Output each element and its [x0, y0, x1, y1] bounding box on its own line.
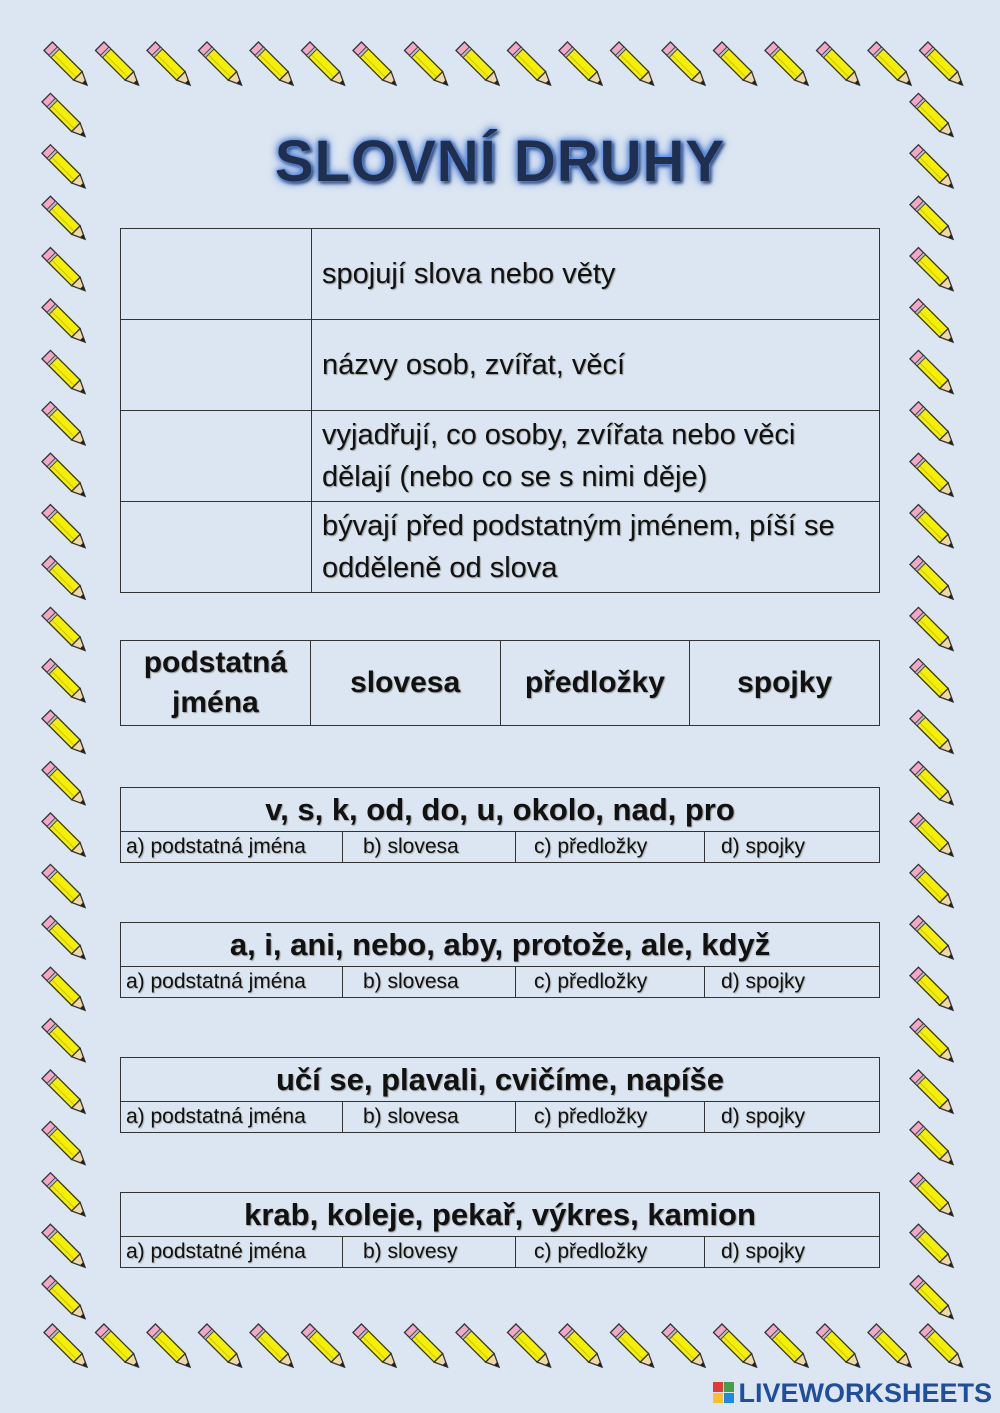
pencil-icon [910, 350, 957, 397]
pencil-icon [610, 1324, 657, 1371]
draggable-category[interactable]: spojky [690, 641, 880, 726]
draggable-category[interactable]: podstatná jména [121, 641, 311, 726]
pencil-icon [42, 813, 89, 860]
option-c[interactable]: c) předložky [516, 1102, 705, 1133]
pencil-icon [559, 1324, 606, 1371]
pencil-icon [353, 1324, 400, 1371]
option-a[interactable]: a) podstatné jména [121, 1237, 343, 1268]
draggable-category[interactable]: slovesa [310, 641, 500, 726]
pencil-icon [910, 505, 957, 552]
definition-row [121, 229, 880, 320]
pencil-icon [713, 42, 760, 89]
pencil-icon [42, 1173, 89, 1220]
logo-icon [713, 1382, 735, 1404]
pencil-icon [42, 248, 89, 295]
pencil-icon [42, 556, 89, 603]
pencil-icon [147, 1324, 194, 1371]
pencil-icon [919, 42, 966, 89]
pencil-icon [765, 42, 812, 89]
pencil-icon [42, 1070, 89, 1117]
option-d[interactable]: d) spojky [705, 1237, 880, 1268]
option-b[interactable]: b) slovesa [343, 832, 516, 863]
answer-drop-zone[interactable] [121, 411, 312, 502]
pencil-icon [910, 299, 957, 346]
pencil-icon [198, 1324, 245, 1371]
pencil-icon [42, 762, 89, 809]
draggable-category[interactable]: předložky [500, 641, 690, 726]
pencil-icon [42, 196, 89, 243]
pencil-icon [42, 864, 89, 911]
pencil-icon [301, 42, 348, 89]
pencil-icon [910, 402, 957, 449]
pencil-icon [42, 659, 89, 706]
pencil-icon [910, 453, 957, 500]
pencil-icon [910, 967, 957, 1014]
option-d[interactable]: d) spojky [705, 1102, 880, 1133]
pencil-icon [95, 42, 142, 89]
definition-row [121, 320, 880, 411]
pencil-icon [910, 1070, 957, 1117]
option-c[interactable]: c) předložky [516, 1237, 705, 1268]
answer-drop-zone[interactable] [121, 229, 312, 320]
pencil-icon [42, 710, 89, 757]
definition-text: spojují slova nebo věty [312, 229, 880, 320]
pencil-icon [42, 916, 89, 963]
answer-drop-zone[interactable] [121, 320, 312, 411]
pencil-icon [147, 42, 194, 89]
pencil-icon [507, 42, 554, 89]
question-3 [120, 1057, 880, 1133]
option-b[interactable]: b) slovesy [343, 1237, 516, 1268]
option-a[interactable]: a) podstatná jména [121, 967, 343, 998]
pencil-icon [910, 916, 957, 963]
question-2 [120, 922, 880, 998]
pencil-icon [250, 42, 297, 89]
pencil-icon [44, 1324, 91, 1371]
question-4 [120, 1192, 880, 1268]
pencil-icon [42, 1121, 89, 1168]
option-d[interactable]: d) spojky [705, 967, 880, 998]
pencil-icon [910, 710, 957, 757]
definition-text: bývají před podstatným jménem, píší se odděleně od slova [312, 502, 880, 593]
pencil-icon [910, 607, 957, 654]
definitions-table [120, 228, 880, 593]
pencil-icon [910, 196, 957, 243]
pencil-icon [42, 505, 89, 552]
option-a[interactable]: a) podstatná jména [121, 832, 343, 863]
pencil-icon [910, 1276, 957, 1323]
pencil-icon [559, 42, 606, 89]
pencil-icon [250, 1324, 297, 1371]
pencil-icon [42, 1019, 89, 1066]
pencil-icon [610, 42, 657, 89]
liveworksheets-logo [713, 1378, 992, 1409]
option-d[interactable]: d) spojky [705, 832, 880, 863]
pencil-icon [42, 402, 89, 449]
pencil-icon [198, 42, 245, 89]
pencil-icon [44, 42, 91, 89]
question-words: a, i, ani, nebo, aby, protože, ale, když [121, 923, 880, 967]
pencil-icon [868, 42, 915, 89]
pencil-icon [910, 813, 957, 860]
pencil-icon [713, 1324, 760, 1371]
pencil-icon [910, 556, 957, 603]
pencil-icon [919, 1324, 966, 1371]
definition-text: názvy osob, zvířat, věcí [312, 320, 880, 411]
pencil-icon [353, 42, 400, 89]
pencil-icon [42, 1224, 89, 1271]
categories-table [120, 640, 880, 726]
definition-row [121, 411, 880, 502]
pencil-icon [507, 1324, 554, 1371]
pencil-icon [404, 42, 451, 89]
pencil-icon [910, 1224, 957, 1271]
pencil-icon [910, 1173, 957, 1220]
question-words: krab, koleje, pekař, výkres, kamion [121, 1193, 880, 1237]
pencil-icon [42, 1276, 89, 1323]
pencil-icon [662, 42, 709, 89]
option-b[interactable]: b) slovesa [343, 1102, 516, 1133]
pencil-icon [910, 1121, 957, 1168]
pencil-icon [301, 1324, 348, 1371]
question-words: v, s, k, od, do, u, okolo, nad, pro [121, 788, 880, 832]
pencil-icon [42, 299, 89, 346]
pencil-icon [42, 350, 89, 397]
pencil-icon [910, 1019, 957, 1066]
pencil-icon [910, 248, 957, 295]
pencil-icon [910, 762, 957, 809]
question-words: učí se, plavali, cvičíme, napíše [121, 1058, 880, 1102]
pencil-icon [765, 1324, 812, 1371]
option-c[interactable]: c) předložky [516, 832, 705, 863]
page-title: SLOVNÍ DRUHY [274, 129, 726, 194]
definition-text: vyjadřují, co osoby, zvířata nebo věci dělají (nebo co se s nimi děje) [312, 411, 880, 502]
pencil-icon [404, 1324, 451, 1371]
option-c[interactable]: c) předložky [516, 967, 705, 998]
pencil-icon [95, 1324, 142, 1371]
definition-row [121, 502, 880, 593]
question-1 [120, 787, 880, 863]
pencil-icon [42, 607, 89, 654]
pencil-icon [42, 453, 89, 500]
pencil-icon [662, 1324, 709, 1371]
option-a[interactable]: a) podstatná jména [121, 1102, 343, 1133]
pencil-icon [910, 864, 957, 911]
logo-text: LIVEWORKSHEETS [738, 1378, 992, 1408]
pencil-icon [42, 967, 89, 1014]
pencil-icon [816, 42, 863, 89]
pencil-icon [456, 42, 503, 89]
pencil-icon [910, 659, 957, 706]
pencil-icon [868, 1324, 915, 1371]
option-b[interactable]: b) slovesa [343, 967, 516, 998]
answer-drop-zone[interactable] [121, 502, 312, 593]
pencil-icon [816, 1324, 863, 1371]
pencil-icon [456, 1324, 503, 1371]
